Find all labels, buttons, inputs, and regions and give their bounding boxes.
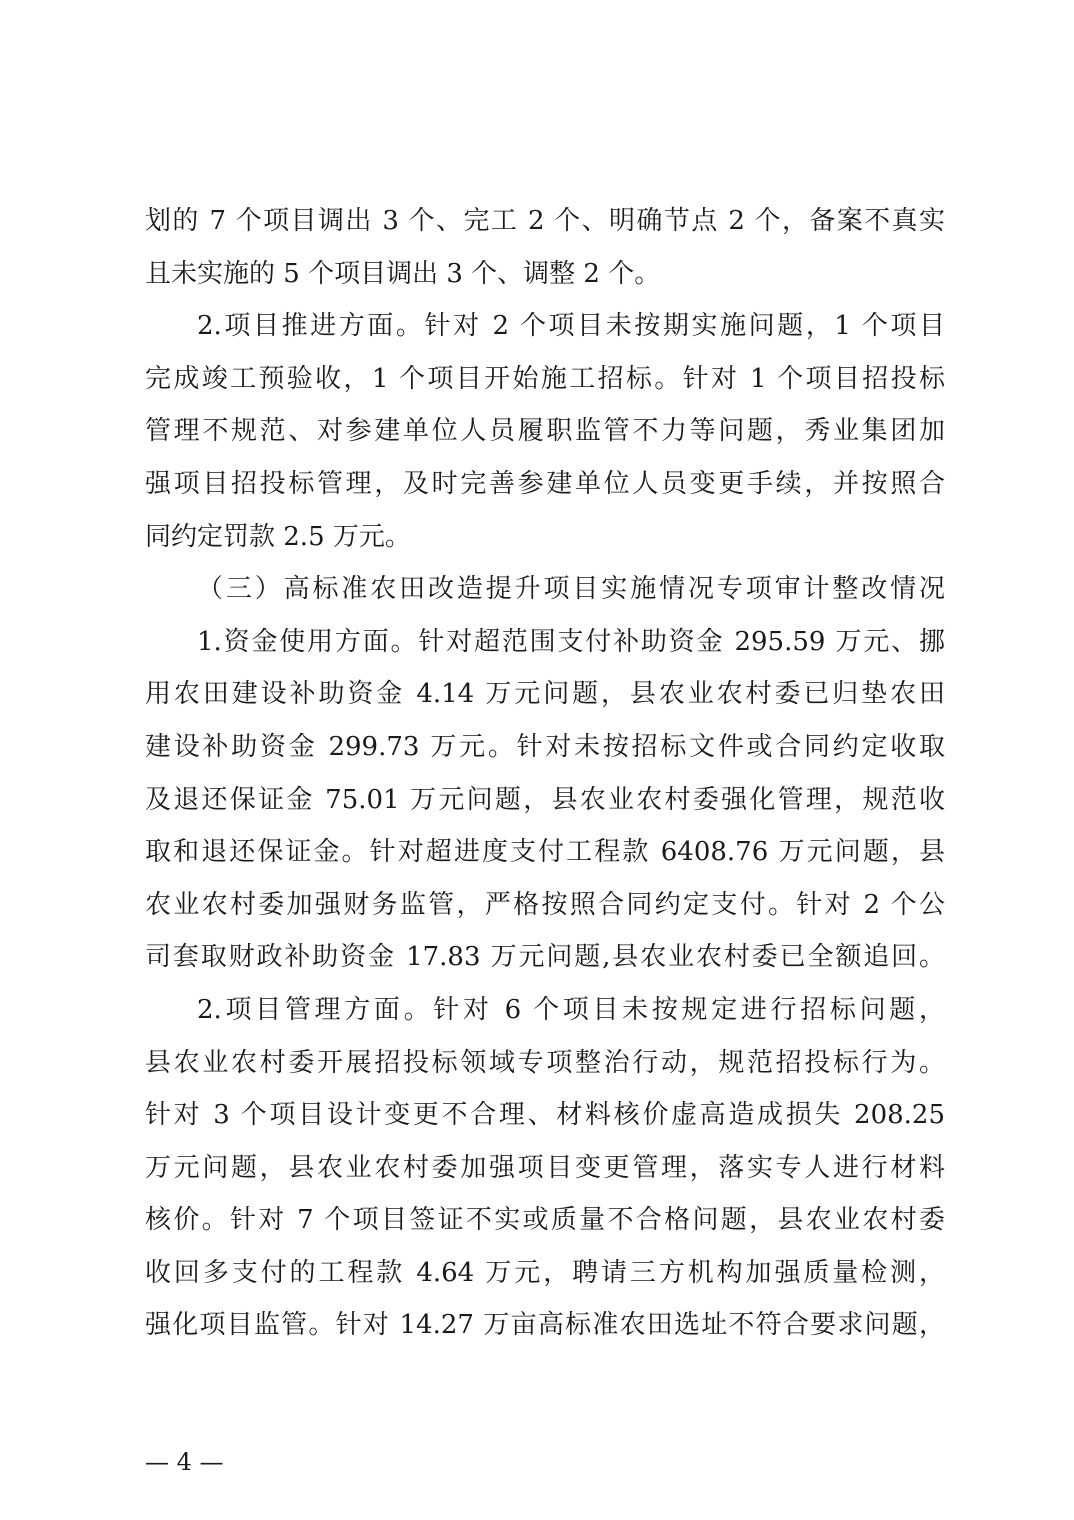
- text-line: 强化项目监管。针对 14.27 万亩高标准农田选址不符合要求问题，: [145, 1310, 945, 1341]
- document-body: [145, 195, 945, 1352]
- text-line: 司套取财政补助资金 17.83 万元问题,县农业农村委已全额追回。: [145, 942, 945, 973]
- page-number: — 4 —: [145, 1448, 224, 1476]
- text-line: 万元问题，县农业农村委加强项目变更管理，落实专人进行材料: [145, 1152, 945, 1183]
- text-line: 且未实施的 5 个项目调出 3 个、调整 2 个。: [145, 258, 661, 289]
- text-line: 针对 3 个项目设计变更不合理、材料核价虚高造成损失 208.25: [145, 1100, 945, 1131]
- text-line: 管理不规范、对参建单位人员履职监管不力等问题，秀业集团加: [145, 416, 945, 447]
- text-line: 核价。针对 7 个项目签证不实或质量不合格问题，县农业农村委: [145, 1205, 945, 1236]
- text-line: 县农业农村委开展招投标领域专项整治行动，规范招投标行为。: [145, 1047, 945, 1078]
- text-line: 2.项目推进方面。针对 2 个项目未按期实施问题，1 个项目: [197, 311, 945, 342]
- text-line: 强项目招投标管理，及时完善参建单位人员变更手续，并按照合: [145, 468, 945, 499]
- text-line: 用农田建设补助资金 4.14 万元问题，县农业农村委已归垫农田: [145, 679, 945, 710]
- text-line: 同约定罚款 2.5 万元。: [145, 521, 411, 552]
- text-line: 2.项目管理方面。针对 6 个项目未按规定进行招标问题，: [197, 994, 945, 1025]
- text-line: 建设补助资金 299.73 万元。针对未按招标文件或合同约定收取: [145, 731, 945, 762]
- text-line: 取和退还保证金。针对超进度支付工程款 6408.76 万元问题，县: [145, 837, 945, 868]
- text-line: 农业农村委加强财务监管，严格按照合同约定支付。针对 2 个公: [145, 889, 945, 920]
- text-line: 划的 7 个项目调出 3 个、完工 2 个、明确节点 2 个，备案不真实: [145, 206, 945, 236]
- text-line: 1.资金使用方面。针对超范围支付补助资金 295.59 万元、挪: [197, 626, 945, 657]
- text-line: 完成竣工预验收，1 个项目开始施工招标。针对 1 个项目招投标: [145, 363, 945, 394]
- section-heading: （三）高标准农田改造提升项目实施情况专项审计整改情况: [197, 574, 945, 605]
- text-line: 及退还保证金 75.01 万元问题，县农业农村委强化管理，规范收: [145, 784, 945, 815]
- text-line: 收回多支付的工程款 4.64 万元，聘请三方机构加强质量检测，: [145, 1257, 945, 1288]
